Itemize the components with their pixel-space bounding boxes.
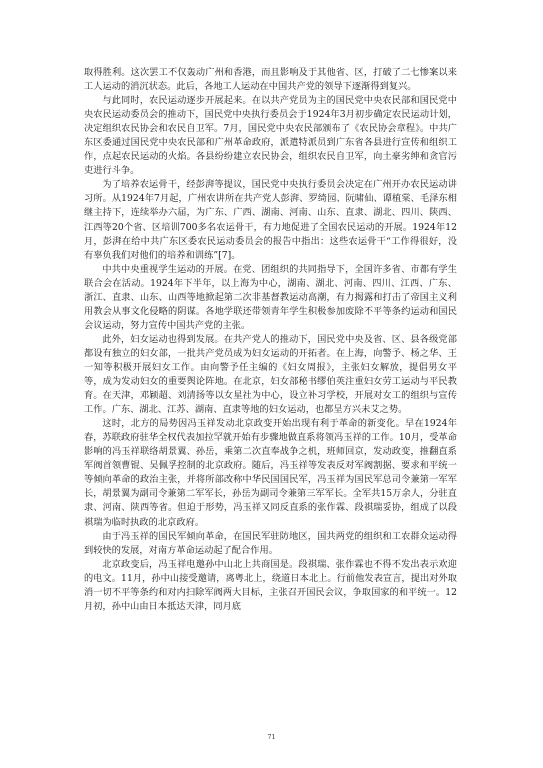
paragraph-5: 此外，妇女运动也得到发展。在共产党人的推动下，国民党中央及省、区、县各级党部都设有独立的妇女部，一批共产党员成为妇女运动的开拓者。在上海，向警予、杨之华、王一知等积极开展妇女工作。由向警予任主编的《妇女周报》，主张妇女解放，提倡男女平等，成为发动妇女的重要舆论阵地。在北京，妇女部秘书缪伯英注重妇女劳工运动与平民教育。在天津，邓颖超、刘清扬等以女星社为中心，设立补习学校，开展对女工的组织与宣传工作。广东、湖北、江苏、湖南、直隶等地的妇女运动，也都呈方兴未艾之势。 (84, 333, 457, 416)
paragraph-3: 为了培养农运骨干，经彭湃等提议，国民党中央执行委员会决定在广州开办农民运动讲习所。从1924年7月起，广州农讲所在共产党人彭湃、罗绮园、阮啸仙、谭植棠、毛泽东相继主持下，连续举办六届，为广东、广西、湖南、河南、山东、直隶、湖北、四川、陕西、江西等20个省、区培训700多名农运骨干，有力地促进了全国农民运动的开展。1924年12月，彭湃在给中共广东区委农民运动委员会的报告中指出：这些农运骨干“工作得很好，没有辜负我们对他们的培养和训练”[7]。 (84, 179, 457, 261)
paragraph-4: 中共中央重视学生运动的开展。在党、团组织的共同指导下，全国许多省、市都有学生联合会在活动。1924年下半年，以上海为中心，湖南、湖北、河南、四川、江西、广东、浙江、直隶、山东、山西等地掀起第二次非基督教运动高潮，有力揭露和打击了帝国主义利用教会从事文化侵略的阴谋。各地学联还带领青年学生积极参加废除不平等条约运动和国民会议运动，努力宣传中国共产党的主张。 (84, 263, 457, 331)
paragraph-1: 取得胜利。这次罢工不仅轰动广州和香港，而且影响及于其他省、区，打破了二七惨案以来工人运动的消沉状态。此后，各地工人运动在中国共产党的领导下逐渐得到复兴。 (84, 67, 457, 93)
paragraph-2: 与此同时，农民运动逐步开展起来。在以共产党员为主的国民党中央农民部和国民党中央农民运动委员会的推动下，国民党中央执行委员会于1924年3月初步确定农民运动计划，决定组织农民协会和农民自卫军。7月，国民党中央农民部颁布了《农民协会章程》。中共广东区委通过国民党中央农民部和广州革命政府，派遣特派员到广东省各县进行宣传和组织工作，点起农民运动的火焰。各县纷纷建立农民协会，组织农民自卫军，向土豪劣绅和贪官污吏进行斗争。 (84, 95, 457, 177)
page-number: 71 (267, 733, 276, 741)
paragraph-7: 由于冯玉祥的国民军倾向革命，在国民军驻防地区，国共两党的组织和工农群众运动得到较快的发展，对南方革命运动起了配合作用。 (84, 530, 457, 556)
document-body (84, 66, 457, 614)
paragraph-6: 这时，北方的局势因冯玉祥发动北京政变开始出现有利于革命的新变化。早在1924年春，苏联政府驻华全权代表加拉罕就开始有步骤地做直系将领冯玉祥的工作。10月，受革命影响的冯玉祥联络胡景翼、孙岳，乘第二次直奉战争之机，班师回京，发动政变，推翻直系军阀首领曹锟、吴佩孚控制的北京政府。随后，冯玉祥等发表反对军阀割据、要求和平统一等倾向革命的政治主张，并将所部改称中华民国国民军，冯玉祥为国民军总司令兼第一军军长，胡景翼为副司令兼第二军军长，孙岳为副司令兼第三军军长。全军共15万余人，分驻直隶、河南、陕西等省。但迫于形势，冯玉祥又同反直系的张作霖、段祺瑞妥协，组成了以段祺瑞为临时执政的北京政府。 (84, 418, 457, 528)
paragraph-8: 北京政变后，冯玉祥电邀孙中山北上共商国是。段祺瑞、张作霖也不得不发出表示欢迎的电文。11月，孙中山接受邀请，离粤北上，绕道日本北上。行前他发表宣言，提出对外取消一切不平等条约和对内扫除军阀两大目标，主张召开国民会议，争取国家的和平统一。12月初，孙中山由日本抵达天津，同月底 (84, 558, 457, 612)
